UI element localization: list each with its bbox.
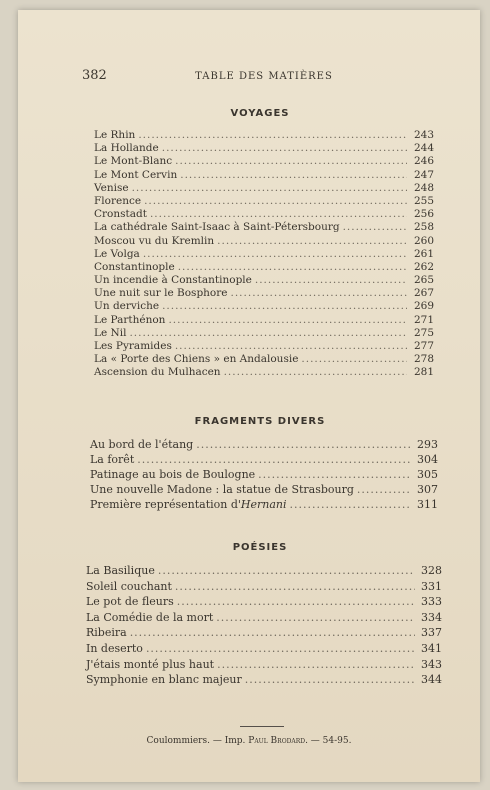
- toc-entry: [94, 182, 434, 195]
- dot-leader: [138, 129, 407, 142]
- entry-title-text: Première représentation d': [90, 498, 241, 511]
- entry-title-italic: Hernani: [240, 498, 287, 511]
- entry-title: [94, 195, 141, 208]
- toc-entry: [94, 208, 434, 221]
- dot-leader: [343, 221, 407, 234]
- dot-leader: [258, 467, 411, 482]
- toc-entry: [94, 169, 434, 182]
- toc-entry: [90, 482, 438, 497]
- dot-leader: [177, 594, 415, 610]
- entry-title: [86, 672, 242, 688]
- entry-title: [94, 314, 165, 327]
- entry-title: [86, 625, 127, 641]
- entry-page-number: 269: [413, 300, 434, 313]
- entry-title: [94, 248, 140, 261]
- toc-entry: [90, 497, 438, 512]
- entry-page-number: 267: [413, 287, 434, 300]
- toc-entry: [94, 327, 434, 340]
- entry-title-text: La cathédrale Saint-Isaac à Saint-Pétersbourg: [94, 221, 340, 234]
- entry-page-number: 262: [413, 260, 434, 273]
- entry-page-number: 271: [413, 313, 434, 326]
- toc-entry: [86, 563, 442, 579]
- entry-page-number: 256: [413, 208, 434, 221]
- toc-entry: [86, 625, 442, 641]
- toc-entry: [90, 467, 438, 482]
- section-voyages: [76, 108, 444, 380]
- entry-title-text: Le Volga: [94, 247, 140, 260]
- entry-page-number: 277: [413, 340, 434, 352]
- entry-title-text: Le Parthénon: [94, 313, 166, 326]
- dot-leader: [158, 563, 415, 579]
- dot-leader: [224, 366, 407, 379]
- dot-leader: [143, 248, 407, 261]
- entry-page-number: 328: [421, 564, 442, 577]
- imprint-suffix: . — 54-95.: [305, 736, 352, 746]
- toc-entry: [94, 142, 434, 155]
- entry-title: [94, 182, 129, 195]
- dot-leader: [162, 300, 407, 313]
- dot-leader: [231, 287, 408, 300]
- entry-page-number: 344: [421, 673, 442, 687]
- entry-title-text: Une nuit sur le Bosphore: [94, 287, 228, 300]
- dot-leader: [137, 452, 411, 467]
- entry-title-text: Ascension du Mulhacen: [94, 366, 221, 379]
- toc-entry: [94, 300, 434, 313]
- entry-title: [94, 274, 252, 287]
- entry-title-text: Florence: [94, 194, 142, 207]
- entry-title: [86, 610, 213, 626]
- entry-page-number: 258: [413, 221, 434, 234]
- entry-page-number: 281: [413, 366, 434, 379]
- entry-page-number: 334: [421, 610, 442, 624]
- section-fragments-divers: [76, 416, 444, 512]
- toc-entry: [86, 610, 442, 626]
- entry-title-text: Le Mont-Blanc: [94, 155, 173, 168]
- entry-title-text: Le pot de fleurs: [86, 595, 174, 609]
- entry-page-number: 278: [413, 353, 434, 366]
- entry-title-text: Le Nil: [94, 326, 127, 339]
- running-title: TABLE DES MATIÈRES: [195, 71, 333, 82]
- entry-title: [94, 235, 214, 248]
- page-header: [82, 68, 446, 83]
- entry-page-number: 255: [413, 194, 434, 207]
- section-title: POÉSIES: [232, 542, 288, 553]
- toc-entry: [94, 353, 434, 366]
- dot-leader: [301, 353, 407, 366]
- toc-entry: [94, 314, 434, 327]
- dot-leader: [150, 208, 407, 221]
- entry-title: [86, 563, 155, 579]
- entry-page-number: 265: [413, 274, 434, 287]
- entry-page-number: 260: [413, 234, 434, 247]
- entry-title-text: Le Mont Cervin: [94, 168, 178, 181]
- entry-title: [94, 155, 172, 168]
- entry-title-text: Cronstadt: [94, 208, 147, 221]
- entry-title: [90, 452, 134, 467]
- toc-entry: [86, 579, 442, 595]
- dot-leader: [162, 142, 407, 155]
- entry-title: [86, 594, 174, 610]
- entry-page-number: 261: [413, 247, 434, 260]
- entry-title: [94, 221, 340, 234]
- entry-page-number: 246: [413, 155, 434, 168]
- entry-title: [94, 129, 135, 142]
- dot-leader: [180, 169, 407, 182]
- entry-page-number: 337: [421, 626, 442, 640]
- dot-leader: [290, 497, 411, 512]
- toc-entry: [86, 594, 442, 610]
- entry-title-text: Symphonie en blanc majeur: [86, 673, 242, 687]
- dot-leader: [175, 579, 415, 595]
- toc-entry: [86, 672, 442, 688]
- entry-page-number: 333: [421, 595, 442, 609]
- dot-leader: [178, 261, 407, 274]
- entry-title: [94, 261, 175, 274]
- entry-title: [90, 482, 354, 497]
- entry-title-text: Constantinople: [94, 260, 175, 273]
- dot-leader: [216, 610, 415, 626]
- toc-entry: [94, 261, 434, 274]
- entry-page-number: 305: [417, 468, 438, 481]
- entry-title-text: Patinage au bois de Boulogne: [90, 468, 256, 481]
- entry-title: [94, 169, 177, 182]
- entry-title-text: Le Rhin: [94, 129, 136, 141]
- entry-page-number: 293: [417, 438, 438, 451]
- entry-title: [90, 437, 193, 452]
- toc-entry: [90, 437, 438, 452]
- toc-entry: [94, 274, 434, 287]
- toc-entry: [94, 129, 434, 142]
- entry-title-text: Une nouvelle Madone : la statue de Strasbourg: [90, 483, 354, 496]
- entry-title-text: La Basilique: [86, 564, 155, 577]
- toc-entry: [94, 195, 434, 208]
- entry-title: [90, 497, 287, 512]
- entry-page-number: 247: [413, 168, 434, 181]
- entry-title: [94, 340, 172, 353]
- dot-leader: [217, 235, 407, 248]
- entry-page-number: 275: [413, 326, 434, 339]
- entry-title: [86, 657, 214, 673]
- imprint-printer-name: Paul Brodard: [248, 736, 306, 746]
- toc-entry: [86, 657, 442, 673]
- footer-rule: [240, 726, 284, 727]
- dot-leader: [146, 641, 415, 657]
- entry-title-text: La forêt: [90, 453, 135, 466]
- entry-page-number: 343: [421, 657, 442, 671]
- entry-title-text: Venise: [94, 181, 129, 194]
- toc-entry: [94, 287, 434, 300]
- dot-leader: [130, 625, 415, 641]
- entry-page-number: 331: [421, 579, 442, 593]
- entry-page-number: 341: [421, 641, 442, 655]
- page-number: 382: [82, 68, 107, 83]
- toc-entry: [94, 248, 434, 261]
- entry-page-number: 243: [413, 129, 434, 141]
- toc-entries: [76, 437, 444, 512]
- toc-entry: [86, 641, 442, 657]
- dot-leader: [175, 340, 407, 353]
- dot-leader: [129, 327, 407, 340]
- entry-title: [94, 366, 221, 379]
- entry-title-text: Les Pyramides: [94, 340, 172, 352]
- imprint-prefix: Coulommiers. — Imp.: [146, 736, 249, 746]
- dot-leader: [245, 672, 415, 688]
- toc-entry: [94, 155, 434, 168]
- entry-title-text: Moscou vu du Kremlin: [94, 234, 215, 247]
- entry-title: [86, 641, 143, 657]
- entry-title: [94, 142, 159, 155]
- entry-page-number: 304: [417, 453, 438, 466]
- entry-title-text: Au bord de l'étang: [90, 438, 194, 451]
- entry-title: [90, 467, 255, 482]
- entry-title: [94, 208, 147, 221]
- toc-entry: [94, 366, 434, 379]
- entry-page-number: 311: [417, 498, 438, 511]
- entry-title: [94, 287, 228, 300]
- entry-title-text: La « Porte des Chiens » en Andalousie: [94, 353, 299, 366]
- toc-entries: [76, 129, 444, 380]
- dot-leader: [196, 437, 411, 452]
- entry-title: [86, 579, 172, 595]
- entry-title-text: Ribeira: [86, 626, 127, 640]
- entry-title-text: La Comédie de la mort: [86, 610, 214, 624]
- entry-title: [94, 353, 298, 366]
- entry-title-text: Un derviche: [94, 300, 160, 313]
- dot-leader: [144, 195, 407, 208]
- dot-leader: [217, 657, 415, 673]
- entry-page-number: 248: [413, 181, 434, 194]
- section-title: VOYAGES: [230, 108, 290, 119]
- dot-leader: [168, 314, 407, 327]
- entry-title: [94, 300, 159, 313]
- entry-title-text: In deserto: [86, 641, 143, 655]
- section-title: FRAGMENTS DIVERS: [194, 416, 326, 427]
- entry-title-text: Un incendie à Constantinople: [94, 274, 252, 287]
- toc-entry: [90, 452, 438, 467]
- toc-entry: [94, 235, 434, 248]
- dot-leader: [255, 274, 407, 287]
- toc-entries: [76, 563, 444, 688]
- dot-leader: [175, 155, 407, 168]
- entry-title-text: Soleil couchant: [86, 579, 172, 593]
- entry-page-number: 307: [417, 483, 438, 496]
- entry-title: [94, 327, 126, 340]
- entry-title-text: La Hollande: [94, 142, 159, 155]
- dot-leader: [132, 182, 407, 195]
- entry-title-text: J'étais monté plus haut: [86, 657, 215, 671]
- dot-leader: [357, 482, 411, 497]
- toc-entry: [94, 221, 434, 234]
- entry-page-number: 244: [413, 142, 434, 155]
- section-poesies: [76, 542, 444, 688]
- printer-imprint: [18, 736, 480, 746]
- toc-entry: [94, 340, 434, 353]
- book-page: [18, 10, 480, 782]
